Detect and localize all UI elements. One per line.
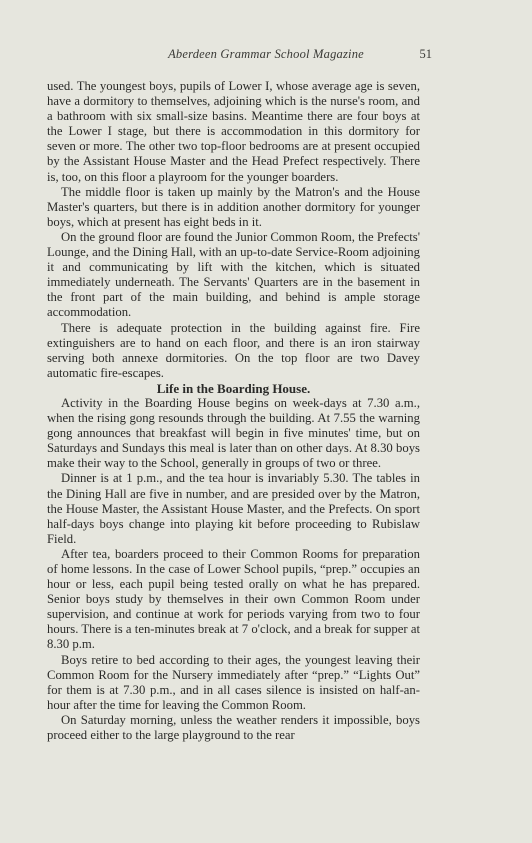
paragraph: After tea, boarders proceed to their Common Rooms for preparation of home lessons. In the case of Lower School pupils, “prep.” occupies an hour or less, each pupil being tested orally on what he has prepared. Senior boys study by themselves in their own Common Room under supervision, and continue at work for periods varying from two to four hours. There is a ten-minutes break at 7 o'clock, and a break for supper at 8.30 p.m. <box>47 546 420 652</box>
paragraph: used. The youngest boys, pupils of Lower I, whose average age is seven, have a dormitory to themselves, adjoining which is the nurse's room, and a bathroom with six small-size basins. Meantime there are four boys at the Lower I stage, but there is accommodation in this dormitory for seven or more. The other two top-floor bedrooms are at present occupied by the Assistant House Master and the Head Prefect respectively. There is, too, on this floor a playroom for the younger boarders. <box>47 79 420 184</box>
article-body <box>47 79 420 743</box>
paragraph: On Saturday morning, unless the weather renders it impossible, boys proceed either to the large playground to the rear <box>47 712 420 743</box>
running-head <box>0 47 532 63</box>
paragraph: The middle floor is taken up mainly by the Matron's and the House Master's quarters, but there is in addition another dormitory for younger boys, which at present has eight beds in it. <box>47 184 420 229</box>
paragraph: Dinner is at 1 p.m., and the tea hour is invariably 5.30. The tables in the Dining Hall are five in number, and are presided over by the Matron, the House Master, the Assistant House Master, and the Prefects. On sport half-days boys change into playing kit before proceeding to Rubislaw Field. <box>47 471 420 546</box>
page-number: 51 <box>419 47 432 61</box>
paragraph: Activity in the Boarding House begins on week-days at 7.30 a.m., when the rising gong resounds through the building. At 7.55 the warning gong announces that breakfast will begin in five minutes' time, but on Saturdays and Sundays this meal is later than on other days. At 8.30 boys make their way to the School, generally in groups of two or three. <box>47 395 420 471</box>
paragraph: There is adequate protection in the building against fire. Fire extinguishers are to hand on each floor, and there is an iron stairway serving both annexe dormitories. On the top floor are two Davey automatic fire-escapes. <box>47 320 420 380</box>
running-title: Aberdeen Grammar School Magazine <box>168 47 364 61</box>
section-heading: Life in the Boarding House. <box>156 380 311 396</box>
paragraph: On the ground floor are found the Junior Common Room, the Prefects' Lounge, and the Dining Hall, with an up-to-date Service-Room adjoining it and communicating by lift with the kitchen, which is situated immediately underneath. The Servants' Quarters are in the basement in the front part of the main building, and behind is ample storage accommodation. <box>47 229 420 320</box>
paragraph: Boys retire to bed according to their ages, the youngest leaving their Common Room for the Nursery immediately after “prep.” “Lights Out” for them is at 7.30 p.m., and in all cases silence is insisted on half-an-hour after the time for leaving the Common Room. <box>47 652 420 712</box>
